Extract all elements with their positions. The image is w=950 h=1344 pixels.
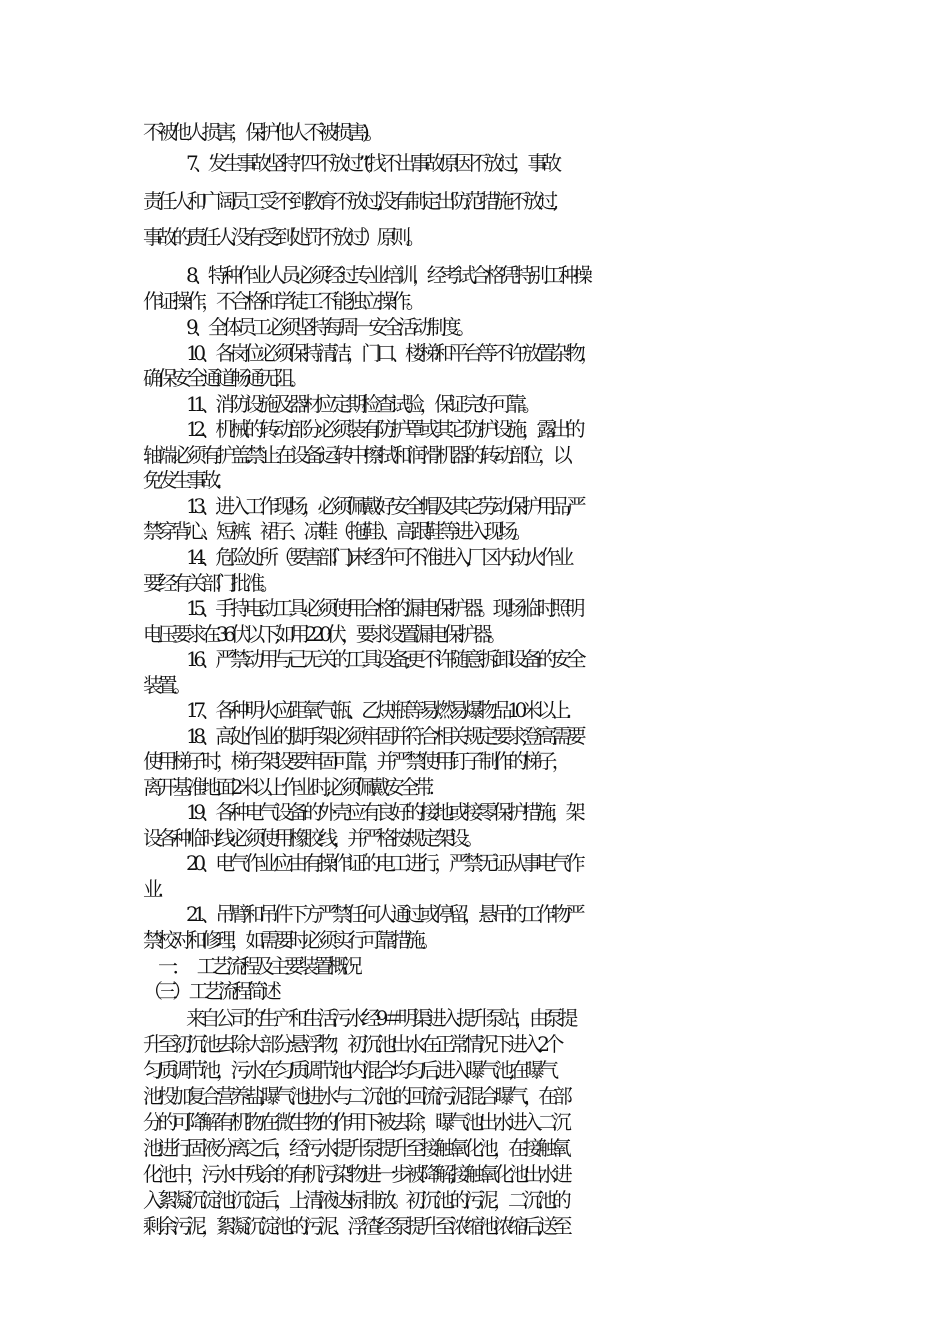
text-line: 作证操作，不合格和学徒工不能独立操作。 [143, 289, 421, 313]
text-line: 分的可降解有机物在微生物的作用下被去除，曝气池出水进入二沉 [143, 1110, 567, 1134]
rule-item-20: 20、电气作业应由有操作证的电工进行，严禁无证从事电气作 [186, 851, 581, 875]
text-line: 匀质调节池，污水在匀质调节池内混合均匀后,进入曝气池,在曝气 [143, 1058, 554, 1082]
rule-item-13: 13、进入工作现场，必须佩戴好安全帽及其它劳动保护用品,严 [186, 494, 582, 518]
rule-item-12: 12、机械的转动部分必须装有防护罩或其它防护设施，露出的 [186, 417, 581, 441]
text-line: 升至初沉池去除大部分悬浮物，初沉池出水在正常情况下进入2个 [143, 1032, 560, 1056]
rule-item-7: 7、发生事故坚持“四不放过”( 找不出事故原因不放过，事故 [186, 151, 557, 175]
rule-item-21: 21、吊臂和吊件下方严禁任何人通过或停留，悬吊的工作物严 [186, 902, 581, 926]
text-line: 入絮凝沉淀池沉淀后，上清液达标排放。初沉池的污泥，二沉池的 [143, 1188, 567, 1212]
rule-item-8: 8、特种作业人员必须经过专业培训，经考试合格凭特别工种操 [186, 263, 588, 287]
text-line: 设各种临时线必须使用橡胶线，并严格按规定架设。 [143, 826, 479, 850]
text-line: 要经有关部门批准。 [143, 571, 275, 595]
text-line: 免发生事故. [143, 468, 217, 492]
text-line: 离开基准地面2米以上作业时,必须佩戴安全带. [143, 775, 430, 799]
rule-item-10: 10、各岗位必须保持清洁，门口、楼梯和平台等不许放置杂物， [186, 341, 595, 365]
rule-item-9: 9、全体员工必须坚持每周一安全活动制度。 [186, 315, 471, 339]
text-line: 池进行固液分离之后，经污水提升泵提升至接触氧化池，在接触氧 [143, 1136, 567, 1160]
text-line: 轴端必须有护盖.禁止在设备运转中擦拭和润滑机器的转动部位，以 [143, 443, 568, 467]
text-line: 装置。 [143, 673, 187, 697]
text-line: 确保安全通道畅通无阻。 [143, 366, 304, 390]
process-paragraph-start: 来自公司的生产和生活污水经9＃明渠进入提升泵站，由泵提 [186, 1006, 573, 1030]
rule-item-15: 15、手持电动工具必须使用合格的漏电保护器。现场临时照明 [186, 596, 581, 620]
rule-item-11: 11、消防设施及器材应定期检查试验，保证完好可靠。 [186, 392, 537, 416]
text-line: 池投加复合营养盐,曝气池进水与二沉池的回流污泥混合曝气，在部 [143, 1084, 568, 1108]
section-heading: 一． 工艺流程及主要装置概况 [158, 954, 358, 978]
rule-item-19: 19、各种电气设备的外壳应有良好的接地或接零保护措施，架 [186, 800, 581, 824]
rule-item-18: 18、高处作业的脚手架必须牢固并符合相关规定要求,登高需要 [186, 724, 582, 748]
subsection-heading: （三） 工艺流程简述 [143, 979, 277, 1003]
rule-item-14: 14、危险处所（要害部门)未经许可不准进入,厂区内动火作业 [186, 545, 570, 569]
text-line: 使用梯子时，梯子架设要牢固可靠，并严禁使用钉子制作的梯子， [143, 749, 567, 773]
text-line: 电压要求在36伏以下,如用220伏，要求设置漏电保护器。 [143, 622, 502, 646]
text-line: 剩余污泥，絮凝沉淀池的污泥、浮渣经泵提升至浓缩池浓缩后,送至 [143, 1214, 568, 1238]
text-line: 禁穿背心、短裤、裙子、凉鞋（拖鞋）、高跟鞋等进入现场。 [143, 519, 528, 543]
text-line: 责任人和广阔员工受不到教育不放过,没有制定出防范措施不放过, [143, 189, 554, 213]
text-line: 事故的责任人没有受到处罚不放过）原则。 [143, 225, 421, 249]
text-line: 业. [143, 877, 159, 901]
text-line: 不被他人损害，保护他人不被损害)。 [143, 120, 380, 144]
text-line: 禁校对和修理，如需要时必须实行可靠措施。 [143, 928, 435, 952]
rule-item-16: 16、严禁动用与己无关的工具设备,更不许随意拆卸设备的安全 [186, 647, 582, 671]
rule-item-17: 17、各种明火应距氧气瓶、乙炔瓶等易燃易爆物品10米以上. [186, 698, 567, 722]
text-line: 化池中，污水中残余的有机污染物进一步被降解,接触氧化池出水进 [143, 1162, 568, 1186]
